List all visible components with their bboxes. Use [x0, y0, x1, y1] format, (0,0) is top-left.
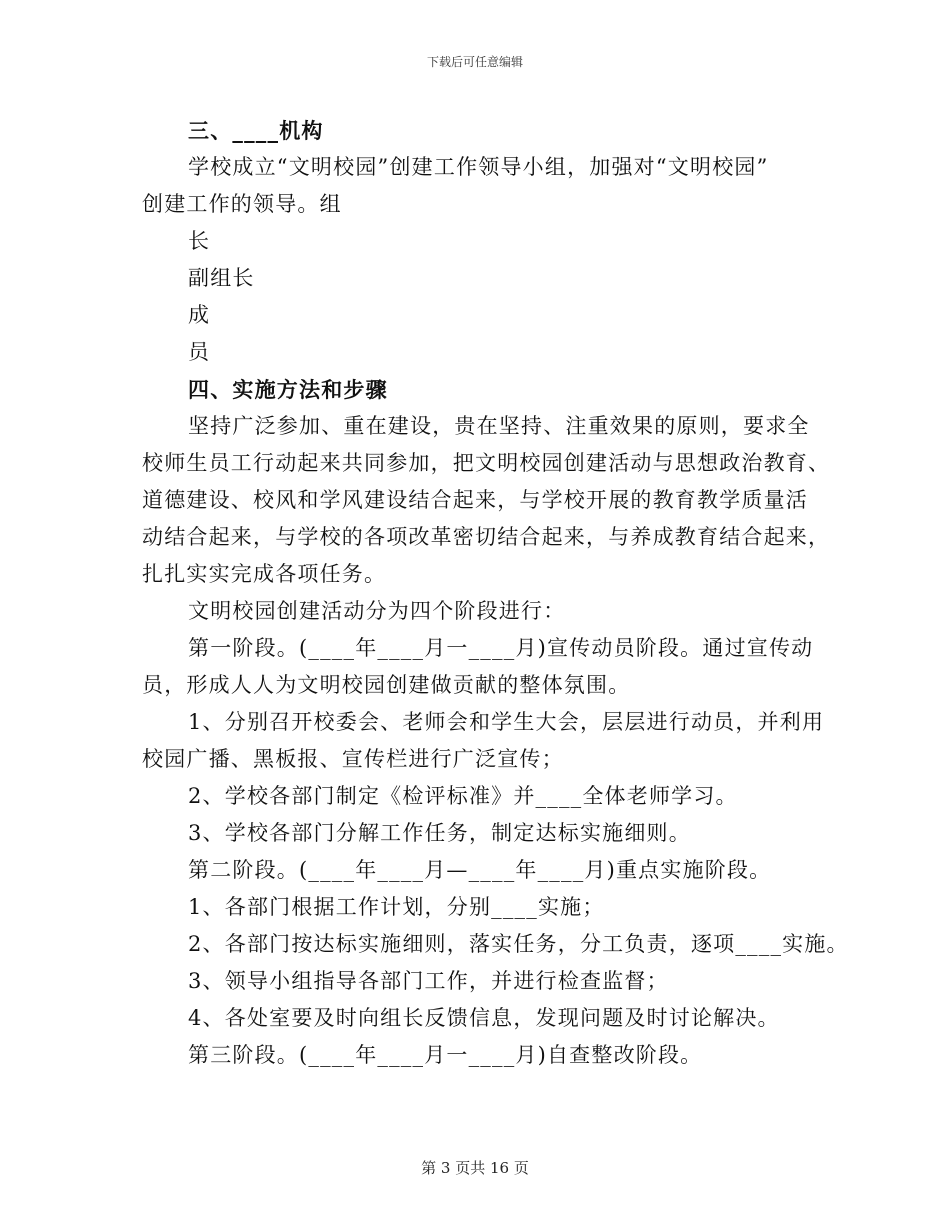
- list-item: 2、学校各部门制定《检评标准》并____全体老师学习。: [188, 784, 738, 808]
- list-item: 1、分别召开校委会、老师会和学生大会，层层进行动员，并利用: [188, 710, 825, 734]
- group-role-member-char-2: 员: [188, 340, 211, 364]
- phase-1-line: 第一阶段。(____年____月一____月)宣传动员阶段。通过宣传动: [188, 636, 814, 660]
- page-header: 下载后可任意编辑: [426, 55, 523, 69]
- paragraph-line: 员，形成人人为文明校园创建做贡献的整体氛围。: [142, 673, 631, 697]
- section-heading-3: 三、____机构: [188, 118, 324, 143]
- paragraph-line: 扎扎实实完成各项任务。: [142, 562, 387, 586]
- list-item: 3、学校各部门分解工作任务，制定达标实施细则。: [188, 821, 691, 845]
- paragraph-line: 动结合起来，与学校的各项改革密切结合起来，与养成教育结合起来，: [142, 525, 831, 549]
- paragraph-line: 学校成立“文明校园”创建工作领导小组，加强对“文明校园”: [188, 155, 769, 179]
- paragraph-line: 道德建设、校风和学风建设结合起来，与学校开展的教育教学质量活: [142, 488, 808, 512]
- document-body: [142, 112, 849, 1074]
- page-footer: 第 3 页共 16 页: [421, 1159, 529, 1177]
- section-heading-4: 四、实施方法和步骤: [188, 377, 388, 402]
- list-item: 4、各处室要及时向组长反馈信息，发现问题及时讨论解决。: [188, 1006, 780, 1030]
- group-role-deputy-leader: 副组长: [188, 266, 255, 290]
- list-item: 2、各部门按达标实施细则，落实任务，分工负责，逐项____实施。: [188, 932, 849, 956]
- group-role-member-char-1: 成: [188, 303, 211, 327]
- list-item: 3、领导小组指导各部门工作，并进行检查监督；: [188, 969, 669, 993]
- phase-3-line: 第三阶段。(____年____月一____月)自查整改阶段。: [188, 1043, 703, 1067]
- phase-2-line: 第二阶段。(____年____月—____年____月)重点实施阶段。: [188, 858, 772, 882]
- paragraph-line: 校师生员工行动起来共同参加，把文明校园创建活动与思想政治教育、: [142, 451, 831, 475]
- paragraph-line: 校园广播、黑板报、宣传栏进行广泛宣传；: [142, 747, 564, 771]
- paragraph-line: 创建工作的领导。组: [142, 192, 342, 216]
- list-item: 1、各部门根据工作计划，分别____实施；: [188, 895, 605, 919]
- paragraph-line: 坚持广泛参加、重在建设，贵在坚持、注重效果的原则，要求全: [188, 414, 810, 438]
- group-role-leader-char: 长: [188, 229, 211, 253]
- paragraph-line: 文明校园创建活动分为四个阶段进行：: [188, 599, 566, 623]
